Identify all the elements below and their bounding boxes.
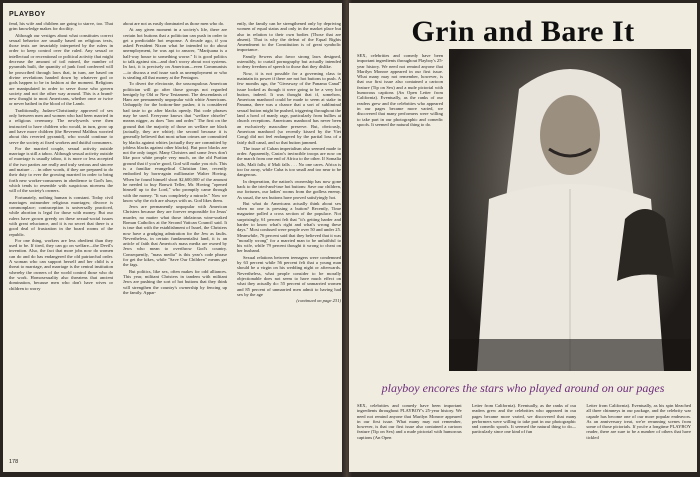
bottom-column-1: SEX, celebrities and comedy have been important ingredients throughout PLAYBOY's 25-year history. We need not remind anyone that Marilyn Monroe appeared in our first issue. What many may not remember, however, is that our first issue also contained a cartoon feature (Tip on Sex) and a nude pictorial with humorous captions (An Open [357,403,462,440]
paragraph: To divert the electorate, the unscrupulous American politician will go after those groups not regarded benignly by Old or New Testament. The descendants of Ham are permanently unpopular with white Americans. Unhappily for the bottom-line pusher, it is considered bad taste to go after blacks openly. But code phrases may be used. Everyone knows that "welfare chiseler" means nigger, as does "law and order." The first on the ground that the majority of those on welfare are black (actually, they are white); the second because it is generally believed that most urban crimes are committed by blacks against whites (actually they are committed by jobless blacks against other blacks). But poor blacks are not the only target. Many Christers and some Jews don't like poor white people very much, on the old Puritan ground that if you're good, God will make you rich. This is a familiar evangelical Christian line, recently embodied by born-again millionaire Walter Hoving. When he found himself short $2,600,000 of the amount he needed to buy Bonwit Teller, Mr. Hoving "opened himself up to the Lord," who promptly came through with the money. "It was completely a miracle." Now we know why the rich are always with us. God likes them. [123,81,227,203]
paragraph: Sexual relations between teenagers were condemned by 63 percent while 56 percent felt that a young man should be a virgin on his wedding night or afterwards. Nevertheless, what people consider to be morally objectionable does not seem to have much effect on what they actually do: 55 percent of unmarried women and 85 percent of unmarried men admit to having had sex by the age [237,254,341,297]
left-column-3 [237,21,341,451]
left-page [3,3,345,472]
paragraph: Jews are permanently unpopular with American Christers because they are forever responsible for Jesus' murder, no matter what those idolatrous wine-soaked Roman Catholics at the Second Vatican Council said. It is true that with the establishment of Israel, the Christers now have a grudging admiration for the Jew as faults. Nevertheless, in certain fundamentalist land, it is an article of faith that America's mass media are owned by Jews who mean to overthrow God's country. Consequently, "mass media" is this year's code phrase for get the kikes, while "Save Our Children" means get the fags. [123,204,227,268]
paragraph: Now, it is not possible for a governing class to maintain its power if there are not hot buttons to push. A few months ago, the "Giveaway of the Panama Canal" issue looked as though it were going to be a very hot button, indeed. It was thought that if, somehow, American manhood could be made to seem at stake in Panama, there was a chance that a sort of subliminal sexual button might be pushed, triggering throughout the land a howl of manly rage, particularly from bullies at church receptions. Americans manhood has never been an exclusively masculine preserve. But, obviously, American manhood (so recently kissed by the Viet Cong) did not feel endangered by the partial loss of a fairly dull canal, and so that button jammed. [237,70,341,145]
paragraph: fend, his wife and children are going to starve, too. That grim knowledge makes for docility. [9,21,113,32]
paragraph: Fortunately, nothing human is constant. Today civil marriages outnumber religious marriages; divorce is commonplace; contraception is universally practiced, while abortion is legal for those with money. But our rulers have grown greedy on these sexual-social issues with great reluctance, and it is no secret that there is a good deal of frustration in the board rooms of the republic. [9,194,113,237]
bottom-column-2: Letter from California). Eventually, as the ranks of our readers grew and the celebrities who appeared in our pages became more varied, we discovered that many performers were willing to take part in our photographic and comedic spoofs. It seemed the natural thing to do—particularly since one kind of fun [471,403,577,435]
paragraph: At any given moment in a society's life, there are certain hot buttons that a politician can push in order to get a predictable hot response. A decade ago, if you asked President Nixon what he intended to do about unemployment, he was apt to answer, "Marijuana is a half-way house to something worse." It is good politics to talk against sin—and don't worry about root systems. In fact, it is precisely on American—even Communists—to discuss a real issue such as unemployment or who is stealing all that money at the Pentagon. [123,27,227,80]
paragraph: For the married couple, sexual activity outside marriage is still a taboo. Although sexual activity outside of marriage is usually taboo, it is more or less accepted if the two parties are really and truly serious and sincere and mature . . . in other words, if they are prepared to do their duty to ever the growing married in order to bring forth new worker-consumers in obedience to God's law, which tends to resemble with suspicious niceness the will of the society's owners. [9,145,113,194]
right-page [349,3,697,472]
bottom-column-3: Letter from California). Eventually, as his spin bleached all three chimneys in our package, and the celebrity war capade has become one of our more popular endeavors. As an anniversary treat, we're rerunning scenes from some of those pictorials. If you're a longtime PLAYBOY reader, there are sure to be a number of others that have tickled [586,403,692,440]
feature-photo [449,49,691,371]
left-column-1 [9,21,113,451]
left-column-2 [123,21,227,451]
paragraph: Traditionally, Judaeo-Christianity approved of sex only between men and women who had been married in a religious ceremony. The newlyweds were then instructed to have children who would, in turn, grow up and have more children (the Reverend Malthus worried about this reverted pyramid), who would continue to serve the society at fixed workers and dutiful consumers. [9,107,113,145]
headline: Grin and Bare It [411,15,635,48]
paragraph: In desperation, the nation's ownership has now gone back to the tried-and-true hot buttons: Save our children, our fortunes, our ladies' rooms from the godless enemy. As usual, the sex buttons have proved satisfyingly hot. [237,178,341,200]
paragraph: The issue of Cuban imperialism also seemed made to order. Apparently, Castro's invincible troops are now on the march from one end of Africa to the other. If Somalia falls, Mali falls; if Mali falls . . . No one cares. Africa is too far away, while Cuba is too small and too near to be dangerous. [237,145,341,178]
paragraph: ently, the family can be strengthened only by depriving women of equal status and only in the market place but also in relation to their own bodies (Those that are absent). That is why the defeat of the Equal Rights Amendment to the Constitution is of great symbolic importance. [237,21,341,53]
continued-note: (continued on page 231) [296,298,341,304]
paragraph: But what do Americans actually think about sex when no one is pressing a button? Recently, Time magazine polled a cross section of the populace. Not surprisingly, 61 percent felt that "it's getting harder and harder to know what's right and what's wrong these days." Most confused were people over 50 and under 25. Meanwhile, 76 percent said that they believed that it was "morally wrong" for a married man to be unfaithful to his wife, while 79 percent thought it wrong to cheat on her husband. [237,200,341,254]
paragraph: But politics, like sex, often makes for odd alliances. This year, militant Christers in tandem with militant Jews are pushing the sort of hot buttons that they think will strengthen the country's ownership by fencing up the family. Appar- [123,268,227,295]
paragraph: For one thing, workers are less obedient than they used to be. If tired, they can go on welfare—the Devil's invention. Also, the fact that more jobs now do women can do and do has endangered the old patriarchal order. A woman who can support herself and her child is a threat to marriage, and marriage is the central institution whereby the owners of the world control those who do the work. Homosexuality also threatens that ancient domination, because men who don't have wives or children to worry [9,237,113,291]
section-label: PLAYBOY [9,11,46,18]
page-number: 178 [9,459,19,465]
right-intro-text [357,53,443,413]
paragraph: Family Sewers also favor strong laws designed, ostensibly, to curtail pornography but actually intended to deny freedom of speech to those that they dislike. [237,53,341,70]
paragraph: about are not as easily dominated as those men who do. [123,21,225,26]
paragraph: Although our vestiges about what constitutes correct sexual behavior are usually based on religious texts, those texts are invariably interpreted by the rulers in order to keep control over the ruled. Any sexual or intellectual or recreational or political activity that might decrease the amount of toil mined, the number of pyramids built, the quantity of junk food conferred will be proscribed through laws that, in turn, are based on divine revelations handed down by whatever god or gods happen to be in fashion at the moment. Religions are manipulated in order to serve those who govern society and not the other way around. This is a brand-new thought to most Americans, whether once or twice or never bathed in the blood of the Lamb. [9,32,113,107]
left-columns [9,21,341,451]
photo-caption: playboy encores the stars who played around on our pages [381,381,665,395]
paragraph: SEX, celebrities and comedy have been important ingredients throughout Playboy's 25-year history. We need not remind anyone that Marilyn Monroe appeared in our first issue. What many may not remember, however, is that our first issue also contained a cartoon feature (Tip on Sex) and a nude pictorial with humorous captions (An Open Letter from California). Eventually, as the ranks of our readers grew and the celebrities who appeared in our pages became more varied, we discovered that many performers were willing to take part in our photographic and comedic spoofs. It seemed the natural thing to do. [357,53,443,127]
photo-illustration [449,49,691,371]
bottom-columns [357,403,691,465]
